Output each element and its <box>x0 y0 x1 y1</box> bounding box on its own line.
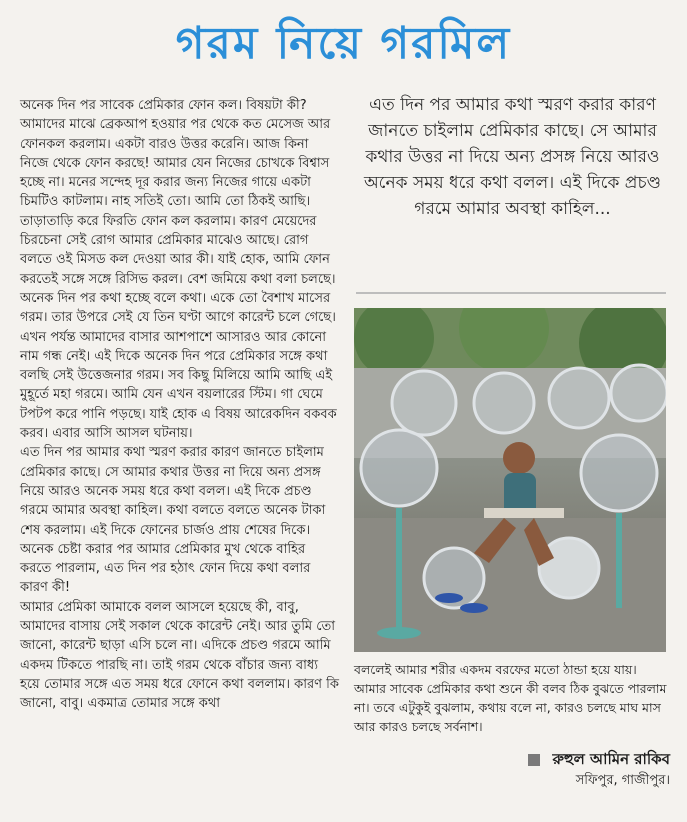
byline <box>470 748 670 792</box>
author-name: রুহুল আমিন রাকিব <box>552 750 670 768</box>
article-text-continued: বললেই আমার শরীর একদম বরফের মতো ঠান্ডা হয়ে যায়। আমার সাবেক প্রেমিকার কথা শুনে কী বলব ঠিক বুঝতে পারলাম না। তবে এটুকুই বুঝলাম, কথায় বলে না, কারও চলছে মাঘ মাস আর কারও চলছে সর্বনাশ। <box>354 662 667 734</box>
author-location: সফিপুর, গাজীপুর। <box>575 773 670 788</box>
article-photo <box>354 308 666 652</box>
body-paragraph: আমার প্রেমিকা আমাকে বলল আসলে হয়েছে কী, বাবু, আমাদের বাসায় সেই সকাল থেকে কারেন্ট নেই। আর তুমি তো জানো, কারেন্ট ছাড়া এসি চলে না। এদিকে প্রচণ্ড গরমে আমি একদম টিকতে পারছি না। তাই গরম থেকে বাঁচার জন্য বাধ্য হয়ে তোমার সঙ্গে এত সময় ধরে ফোনে কথা বললাম। কারণ কি জানো, বাবু। একমাত্র তোমার সঙ্গে কথা <box>20 599 339 712</box>
pull-quote-divider <box>356 292 666 294</box>
headline: গরম নিয়ে গরমিল <box>175 18 512 69</box>
square-bullet-icon <box>528 754 540 766</box>
pull-quote: এত দিন পর আমার কথা স্মরণ করার কারণ জানতে চাইলাম প্রেমিকার কাছে। সে আমার কথার উত্তর না দিয়ে অন্য প্রসঙ্গ নিয়ে আরও অনেক সময় ধরে কথা বলল। এই দিকে প্রচণ্ড গরমে আমার অবস্থা কাহিল... <box>363 95 662 219</box>
author-line <box>470 748 670 770</box>
body-paragraph: এত দিন পর আমার কথা স্মরণ করার কারণ জানতে চাইলাম প্রেমিকার কাছে। সে আমার কথার উত্তর না দিয়ে অন্য প্রসঙ্গ নিয়ে আরও অনেক সময় ধরে কথা বলল। এই দিকে প্রচণ্ড গরমে আমার অবস্থা কাহিল। কথা বলতে বলতে অনেক টাকা শেষ করলাম। এই দিকে ফোনের চার্জও প্রায় শেষের দিকে। অনেক চেষ্টা করার পর আমার প্রেমিকার মুখ থেকে বাহির করতে পারলাম, এত দিন পর হঠাৎ ফোন দিয়ে কথা বলার কারণ কী! <box>20 445 326 596</box>
body-paragraph: অনেক দিন পর সাবেক প্রেমিকার ফোন কল। বিষয়টা কী? আমাদের মাঝে ব্রেকআপ হওয়ার পর থেকে কত মেসেজ আর ফোনকল করলাম। একটা বারও উত্তর করেনি। আজ কিনা নিজে থেকে ফোন করছে! আমার যেন নিজের চোখকে বিশ্বাস হচ্ছে না। মনের সন্দেহ দূর করার জন্য নিজের গায়ে একটা চিমটিও কাটলাম। নাহ সতিই তো। আমি তো ঠিকই আছি। তাড়াতাড়ি করে ফিরতি ফোন কল করলাম। কারণ মেয়েদের চিরচেনা সেই রোগ আমার প্রেমিকার মাঝেও আছে। রোগ বলতে ওই মিসড কল দেওয়া আর কী। যাই হোক, আমি ফোন করতেই সঙ্গে সঙ্গে রিসিভ করল। বেশ জমিয়ে কথা বলা চলছে। অনেক দিন পর কথা হচ্ছে বলে কথা। একে তো বৈশাখ মাসের গরম। তার উপরে সেই যে তিন ঘণ্টা আগে কারেন্ট চলে গেছে। এখন পর্যন্ত আমাদের বাসার আশপাশে আসারও আর কোনো নাম গন্ধ নেই। এই দিকে অনেক দিন পরে প্রেমিকার সঙ্গে কথা বলছি সেই উত্তেজনার গরম। সব কিছু মিলিয়ে আমি আছি এই মুহূর্তে মহা গরমে। আমি যেন এখন বয়লারের স্টিম। গা ঘেমে টপটপ করে পানি পড়ছে। যাই হোক এ বিষয় আরেকদিন বকবক করব। এবার আসি আসল ঘটনায়। <box>20 98 337 442</box>
article-body <box>20 96 340 714</box>
